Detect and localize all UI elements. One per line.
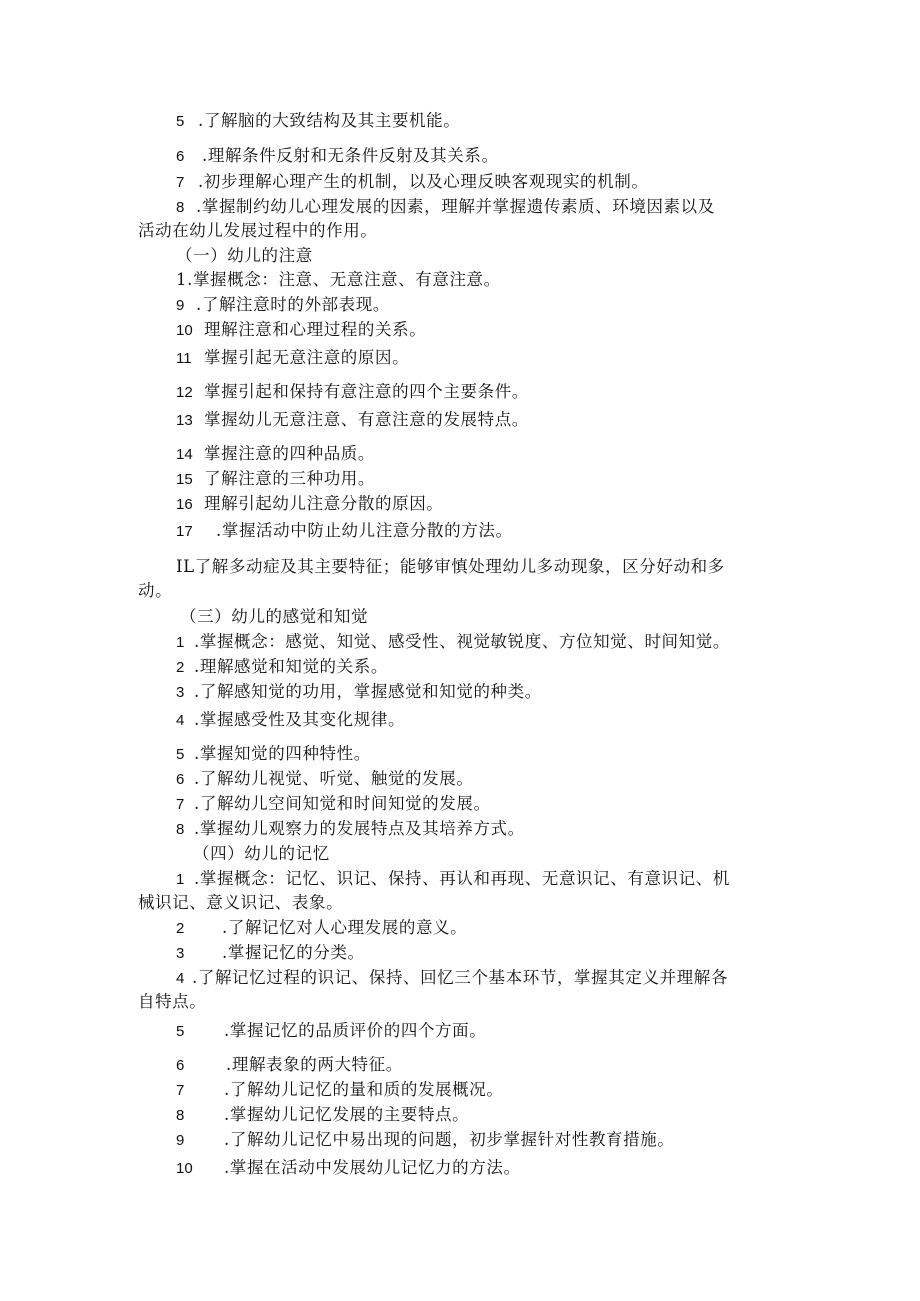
item-text: .了解幼儿空间知觉和时间知觉的发展。 xyxy=(194,794,491,813)
item-number: 8 xyxy=(176,1107,185,1124)
list-item xyxy=(176,443,375,466)
item-text: 动。 xyxy=(138,581,173,600)
list-item xyxy=(176,409,529,432)
item-text: .了解幼儿记忆的量和质的发展概况。 xyxy=(224,1080,504,1099)
item-text: .掌握概念：记忆、识记、保持、再认和再现、无意识记、有意识记、机 xyxy=(194,869,730,888)
item-text: .理解感觉和知觉的关系。 xyxy=(194,657,388,676)
item-text: .理解表象的两大特征。 xyxy=(226,1055,403,1074)
list-item xyxy=(176,145,499,168)
list-item xyxy=(176,556,725,578)
list-item xyxy=(176,110,460,133)
list-item-continuation xyxy=(138,580,172,602)
list-item xyxy=(176,942,365,965)
item-number: 6 xyxy=(176,771,185,788)
item-text: .理解条件反射和无条件反射及其关系。 xyxy=(202,146,499,165)
list-item xyxy=(176,1104,469,1127)
item-text: 械识记、意义识记、表象。 xyxy=(138,893,344,912)
list-item xyxy=(176,1020,486,1043)
item-number: 9 xyxy=(176,1132,185,1149)
item-text: .掌握概念：感觉、知觉、感受性、视觉敏锐度、方位知觉、时间知觉。 xyxy=(194,632,730,651)
item-text: 掌握幼儿无意注意、有意注意的发展特点。 xyxy=(204,410,529,429)
heading-text: （三）幼儿的感觉和知觉 xyxy=(180,607,369,626)
heading-text: （四）幼儿的记忆 xyxy=(193,844,330,863)
item-text: 自特点。 xyxy=(138,992,207,1011)
list-item xyxy=(176,468,375,491)
item-number: 8 xyxy=(176,821,185,838)
item-number: 4 xyxy=(176,970,185,987)
list-item xyxy=(176,319,426,342)
item-number: 7 xyxy=(176,1082,185,1099)
item-text: .了解幼儿视觉、听觉、触觉的发展。 xyxy=(194,769,474,788)
list-item xyxy=(176,1079,503,1102)
item-text: .掌握活动中防止幼儿注意分散的方法。 xyxy=(216,521,513,540)
item-text: 掌握引起无意注意的原因。 xyxy=(204,348,410,367)
list-item xyxy=(176,743,371,766)
item-number: 12 xyxy=(176,384,193,401)
list-item xyxy=(176,967,728,990)
list-item xyxy=(176,1157,521,1180)
item-number: 3 xyxy=(176,684,185,701)
item-text: .掌握制约幼儿心理发展的因素，理解并掌握遗传素质、环境因素以及 xyxy=(196,197,715,216)
item-text: .了解记忆对人心理发展的意义。 xyxy=(222,918,468,937)
list-item xyxy=(176,793,491,816)
item-number: 10 xyxy=(176,322,193,339)
item-number: 2 xyxy=(176,659,185,676)
item-text: .掌握感受性及其变化规律。 xyxy=(194,710,406,729)
list-item xyxy=(176,818,525,841)
item-number: 5 xyxy=(176,1023,185,1040)
item-text: .了解幼儿记忆中易出现的问题，初步掌握针对性教育措施。 xyxy=(224,1130,675,1149)
list-item xyxy=(176,917,467,940)
list-item-continuation xyxy=(138,991,206,1013)
list-item xyxy=(176,493,443,516)
item-text: .了解脑的大致结构及其主要机能。 xyxy=(198,111,461,130)
item-text: 了解注意的三种功用。 xyxy=(204,469,375,488)
item-number: 2 xyxy=(176,920,185,937)
item-text: .了解注意时的外部表现。 xyxy=(196,295,390,314)
item-number: 4 xyxy=(176,712,185,729)
item-number: 13 xyxy=(176,412,193,429)
list-item xyxy=(176,709,405,732)
list-item-continuation xyxy=(138,892,343,914)
item-text: 1.掌握概念：注意、无意注意、有意注意。 xyxy=(176,270,501,289)
item-text: 活动在幼儿发展过程中的作用。 xyxy=(138,221,378,240)
item-text: 理解引起幼儿注意分散的原因。 xyxy=(204,494,444,513)
list-item xyxy=(176,381,529,404)
item-number: 3 xyxy=(176,945,185,962)
item-number: 5 xyxy=(176,113,185,130)
item-number: 6 xyxy=(176,148,185,165)
list-item xyxy=(176,294,390,317)
list-item xyxy=(176,347,409,370)
section-heading xyxy=(180,606,368,628)
section-heading xyxy=(193,843,330,865)
item-text: .了解记忆过程的识记、保持、回忆三个基本环节，掌握其定义并理解各 xyxy=(192,968,728,987)
item-number: 11 xyxy=(176,350,192,367)
item-number: 1 xyxy=(176,871,185,888)
item-number: 5 xyxy=(176,746,185,763)
item-text: .掌握知觉的四种特性。 xyxy=(194,744,371,763)
item-number: 6 xyxy=(176,1057,185,1074)
list-item xyxy=(176,768,473,791)
list-item xyxy=(176,656,388,679)
item-number: 14 xyxy=(176,446,193,463)
item-text: .掌握记忆的分类。 xyxy=(222,943,365,962)
item-text: 理解注意和心理过程的关系。 xyxy=(204,320,427,339)
list-item xyxy=(176,520,513,543)
list-item xyxy=(176,196,715,219)
list-item xyxy=(176,171,648,194)
item-number: 17 xyxy=(176,523,193,540)
item-number: 10 xyxy=(176,1160,193,1177)
item-text: IL了解多动症及其主要特征；能够审慎处理幼儿多动现象，区分好动和多 xyxy=(176,557,725,576)
item-text: .了解感知觉的功用，掌握感觉和知觉的种类。 xyxy=(194,682,542,701)
item-text: .掌握在活动中发展幼儿记忆力的方法。 xyxy=(224,1158,521,1177)
list-item-continuation xyxy=(138,220,377,242)
list-item xyxy=(176,1129,674,1152)
item-text: .掌握幼儿观察力的发展特点及其培养方式。 xyxy=(194,819,525,838)
item-text: .初步理解心理产生的机制，以及心理反映客观现实的机制。 xyxy=(198,172,649,191)
list-item xyxy=(176,868,730,891)
list-item xyxy=(176,269,501,291)
list-item xyxy=(176,681,542,704)
item-number: 7 xyxy=(176,796,185,813)
item-text: 掌握注意的四种品质。 xyxy=(204,444,375,463)
heading-text: （一）幼儿的注意 xyxy=(176,246,313,265)
item-number: 8 xyxy=(176,199,185,216)
item-number: 16 xyxy=(176,496,193,513)
item-number: 7 xyxy=(176,174,185,191)
item-number: 1 xyxy=(176,634,185,651)
section-heading xyxy=(176,245,313,267)
item-number: 9 xyxy=(176,297,185,314)
list-item xyxy=(176,631,730,654)
item-number: 15 xyxy=(176,471,193,488)
item-text: .掌握幼儿记忆发展的主要特点。 xyxy=(224,1105,470,1124)
list-item xyxy=(176,1054,403,1077)
item-text: 掌握引起和保持有意注意的四个主要条件。 xyxy=(204,382,529,401)
item-text: .掌握记忆的品质评价的四个方面。 xyxy=(224,1021,487,1040)
